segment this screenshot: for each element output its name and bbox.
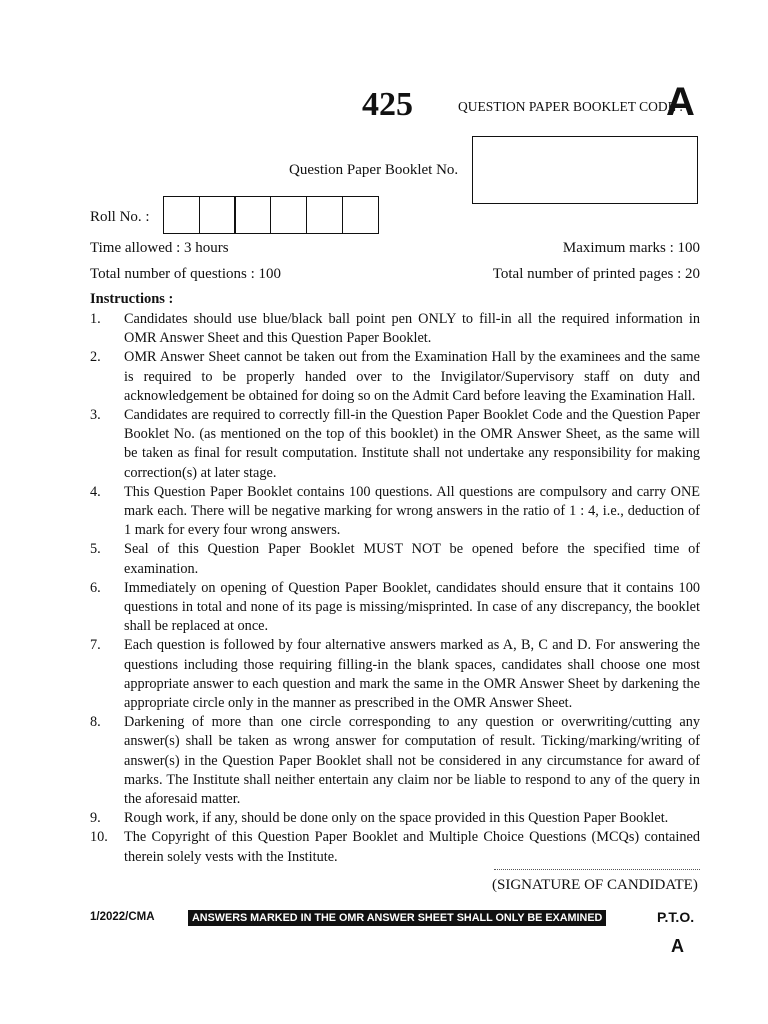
counts-row xyxy=(90,266,700,283)
instruction-item xyxy=(90,348,700,406)
instruction-text: Darkening of more than one circle corresponding to any question or overwriting/cutting any answer(s) shall be taken as wrong answer for computation of result. Ticking/marking/writing of answer(s) in the Question Paper Booklet shall not be considered in any circumstance for award of marks. The Institute shall neither entertain any claim nor be liable to respond to any of the query in the aforesaid matter. xyxy=(124,714,700,808)
instruction-text: Candidates should use blue/black ball point pen ONLY to fill-in all the required information in OMR Answer Sheet and this Question Paper Booklet. xyxy=(124,311,700,347)
booklet-no-label: Question Paper Booklet No. xyxy=(289,162,459,178)
instruction-item xyxy=(90,483,700,541)
signature-line[interactable] xyxy=(494,861,700,870)
footer-paper-code: 1/2022/CMA xyxy=(90,911,155,923)
instruction-item xyxy=(90,713,700,809)
paper-code-number: 425 xyxy=(362,86,413,123)
instruction-item xyxy=(90,579,700,637)
roll-no-label: Roll No. : xyxy=(90,209,150,225)
total-pages: Total number of printed pages : 20 xyxy=(492,266,700,282)
instructions-list xyxy=(90,310,700,867)
instruction-number: 8. xyxy=(90,714,101,731)
total-questions: Total number of questions : 100 xyxy=(90,266,282,282)
instruction-text: Each question is followed by four alternative answers marked as A, B, C and D. For answering the questions including those requiring filling-in the blank spaces, candidates shall choose one most appropriate answer to each question and mark the same in the OMR Answer Sheet by darkening the appropriate circle only in the manner as prescribed in the OMR Answer Sheet. xyxy=(124,637,700,712)
instruction-number: 5. xyxy=(90,541,101,558)
maximum-marks: Maximum marks : 100 xyxy=(562,240,700,256)
roll-no-digit-box[interactable] xyxy=(270,196,307,234)
instruction-text: This Question Paper Booklet contains 100 questions. All questions are compulsory and carry ONE mark each. There will be negative marking for wrong answers in the ratio of 1 : 4, i.e., deduction of 1 mark for every four wrong answers. xyxy=(124,483,700,539)
instruction-text: OMR Answer Sheet cannot be taken out from the Examination Hall by the examinees and the same is required to be properly handed over to the Invigilator/Supervisory staff on duty and acknowledgement be obtained for doing so on the Admit Card before leaving the Examination Hall. xyxy=(124,349,700,404)
instruction-text: The Copyright of this Question Paper Booklet and Multiple Choice Questions (MCQs) contained therein solely vests with the Institute. xyxy=(124,829,700,865)
footer-pto: P.T.O. xyxy=(657,909,695,925)
roll-no-digit-box[interactable] xyxy=(234,196,271,234)
roll-no-digit-box[interactable] xyxy=(199,196,236,234)
time-marks-row xyxy=(90,240,700,257)
instruction-text: Immediately on opening of Question Paper Booklet, candidates should ensure that it contains 100 questions in total and none of its page is missing/misprinted. In case of any discrepancy, the booklet shall be replaced at once. xyxy=(124,579,700,635)
roll-no-digit-box[interactable] xyxy=(306,196,343,234)
instruction-number: 3. xyxy=(90,407,101,424)
booklet-no-box[interactable] xyxy=(472,136,698,204)
footer-notice-banner: ANSWERS MARKED IN THE OMR ANSWER SHEET SHALL ONLY BE EXAMINED xyxy=(188,910,606,926)
instruction-text: Rough work, if any, should be done only on the space provided in this Question Paper Booklet. xyxy=(124,810,669,827)
instruction-number: 1. xyxy=(90,311,101,327)
instruction-text: Seal of this Question Paper Booklet MUST NOT be opened before the specified time of examination. xyxy=(124,541,700,577)
instructions-title: Instructions : xyxy=(90,291,174,307)
instruction-item xyxy=(90,809,700,828)
instruction-number: 2. xyxy=(90,349,101,366)
instruction-number: 6. xyxy=(90,579,101,596)
instruction-text: Candidates are required to correctly fill-in the Question Paper Booklet Code and the Question Paper Booklet No. (as mentioned on the top of this booklet) in the OMR Answer Sheet, as the same will be taken as final for result computation. Institute shall not undertake any responsibility for making correction(s) at later stage. xyxy=(124,407,700,481)
instruction-number: 10. xyxy=(90,829,108,846)
booklet-code-letter: A xyxy=(666,80,695,124)
instruction-item xyxy=(90,310,700,348)
instruction-item xyxy=(90,636,700,713)
instruction-item xyxy=(90,406,700,483)
roll-no-boxes xyxy=(163,196,379,234)
instruction-number: 4. xyxy=(90,483,101,500)
booklet-code-label: QUESTION PAPER BOOKLET CODE : xyxy=(458,99,684,114)
signature-label: (SIGNATURE OF CANDIDATE) xyxy=(492,877,698,893)
roll-no-digit-box[interactable] xyxy=(342,196,379,234)
instruction-item xyxy=(90,540,700,578)
instruction-number: 7. xyxy=(90,637,101,654)
roll-no-digit-box[interactable] xyxy=(163,196,200,234)
time-allowed: Time allowed : 3 hours xyxy=(90,240,229,256)
instruction-number: 9. xyxy=(90,810,101,827)
footer-booklet-code: A xyxy=(671,936,684,956)
